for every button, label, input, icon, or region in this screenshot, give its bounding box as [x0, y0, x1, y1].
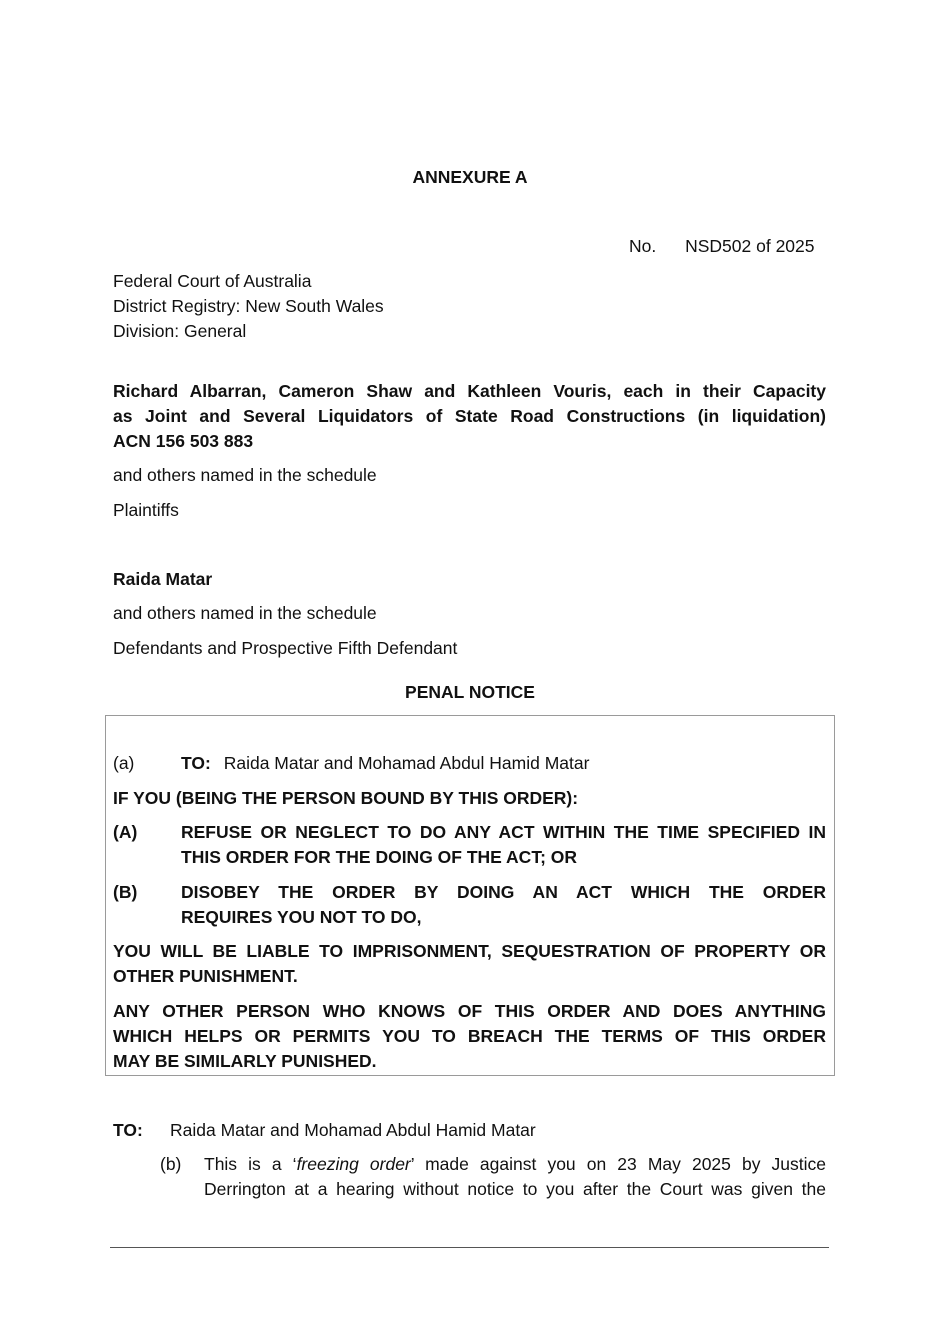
plaintiffs-name-line: as Joint and Several Liquidators of State Road Constructions (in liquidation)	[113, 406, 826, 426]
case-number-value: NSD502 of 2025	[685, 236, 815, 256]
penal-notice-if-you: IF YOU (BEING THE PERSON BOUND BY THIS ORDER):	[113, 788, 579, 808]
penal-item-b	[181, 880, 826, 930]
plaintiffs-role: Plaintiffs	[113, 500, 179, 520]
penal-notice-to	[181, 751, 589, 776]
penal-notice-title: PENAL NOTICE	[405, 682, 535, 702]
court-name: Federal Court of Australia	[113, 271, 312, 291]
case-number-label: No.	[629, 236, 657, 256]
addressee-value: Raida Matar and Mohamad Abdul Hamid Matar	[170, 1120, 536, 1140]
plaintiffs-name-line: Richard Albarran, Cameron Shaw and Kathleen Vouris, each in their Capacity	[113, 381, 826, 401]
penal-notice-to-marker: (a)	[113, 753, 135, 773]
paragraph-b-line	[204, 1152, 826, 1177]
penal-item-line: THIS ORDER FOR THE DOING OF THE ACT; OR	[181, 847, 578, 867]
case-number	[629, 234, 815, 259]
court-registry: District Registry: New South Wales	[113, 296, 384, 316]
footer-rule	[110, 1247, 829, 1248]
paragraph-b-marker: (b)	[160, 1154, 182, 1174]
plaintiffs-name-line: ACN 156 503 883	[113, 431, 254, 451]
penal-other-line: MAY BE SIMILARLY PUNISHED.	[113, 1051, 377, 1071]
defendants-others: and others named in the schedule	[113, 603, 377, 623]
penal-notice-to-label: TO:	[181, 753, 211, 773]
addressee-label: TO:	[113, 1120, 143, 1140]
paragraph-b-line: Derrington at a hearing without notice to you after the Court was given the	[204, 1179, 826, 1199]
penal-other-line: ANY OTHER PERSON WHO KNOWS OF THIS ORDER AND DOES ANYTHING	[113, 1001, 826, 1021]
paragraph-b	[204, 1152, 826, 1202]
defendants-role: Defendants and Prospective Fifth Defendant	[113, 638, 458, 658]
penal-item-marker-a: (A)	[113, 822, 138, 842]
penal-item-line: DISOBEY THE ORDER BY DOING AN ACT WHICH THE ORDER	[181, 882, 826, 902]
page-heading: ANNEXURE A	[412, 167, 528, 187]
paragraph-b-text: ’ made against you on 23 May 2025 by Justice	[410, 1154, 827, 1174]
court-division: Division: General	[113, 321, 247, 341]
penal-other-line: WHICH HELPS OR PERMITS YOU TO BREACH THE TERMS OF THIS ORDER	[113, 1026, 826, 1046]
penal-notice-to-value: Raida Matar and Mohamad Abdul Hamid Matar	[223, 753, 590, 773]
plaintiffs-names	[113, 379, 826, 454]
plaintiffs-others: and others named in the schedule	[113, 465, 377, 485]
penal-liable-line: YOU WILL BE LIABLE TO IMPRISONMENT, SEQUESTRATION OF PROPERTY OR	[113, 941, 826, 961]
penal-notice-liable	[113, 939, 826, 989]
penal-item-marker-b: (B)	[113, 882, 138, 902]
paragraph-b-text: This is a ‘	[204, 1154, 297, 1174]
defendant-name: Raida Matar	[113, 569, 213, 589]
penal-item-a	[181, 820, 826, 870]
penal-item-line: REFUSE OR NEGLECT TO DO ANY ACT WITHIN THE TIME SPECIFIED IN	[181, 822, 826, 842]
penal-notice-other-person	[113, 999, 826, 1074]
penal-liable-line: OTHER PUNISHMENT.	[113, 966, 298, 986]
paragraph-b-italic: freezing order	[296, 1154, 411, 1174]
penal-item-line: REQUIRES YOU NOT TO DO,	[181, 907, 422, 927]
